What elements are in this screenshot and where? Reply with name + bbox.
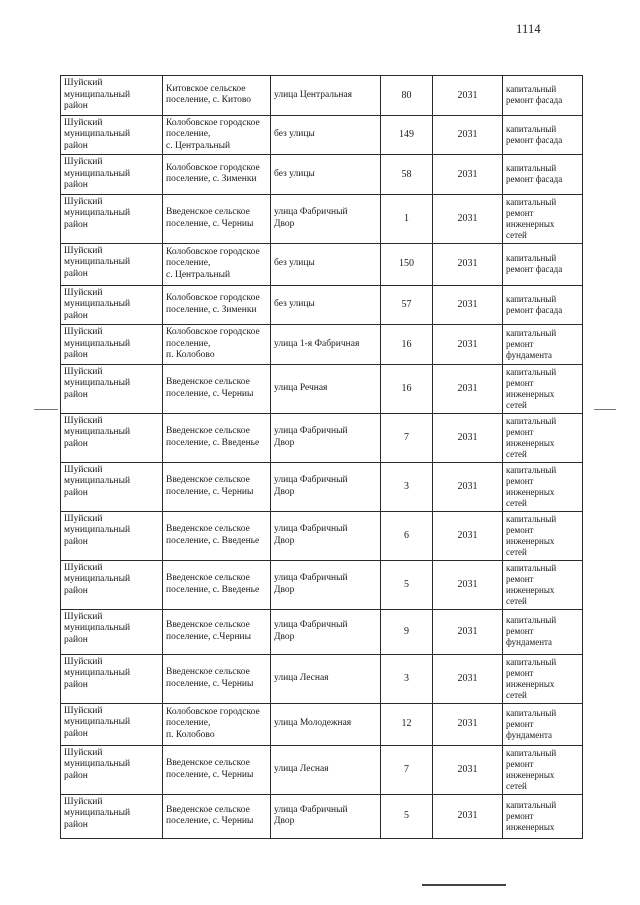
cell-street: без улицы <box>271 285 381 325</box>
cell-district: Шуйский муниципальный район <box>61 794 163 838</box>
cell-settlement: Введенское сельское поселение, с. Черниы <box>163 364 271 413</box>
cell-street: улица Фабричный Двор <box>271 609 381 654</box>
cell-house: 7 <box>381 745 433 794</box>
cell-work: капитальный ремонт фасада <box>503 243 583 285</box>
cell-work: капитальный ремонт инженерных сетей <box>503 511 583 560</box>
cell-settlement: Китовское сельское поселение, с. Китово <box>163 76 271 116</box>
cell-work: капитальный ремонт фундамента <box>503 325 583 365</box>
table-row <box>61 325 583 365</box>
cell-settlement: Колобовское городское поселение, с. Центральный <box>163 243 271 285</box>
cell-house: 16 <box>381 325 433 365</box>
table-row <box>61 462 583 511</box>
table-row <box>61 609 583 654</box>
table-row <box>61 194 583 243</box>
cell-settlement: Введенское сельское поселение, с. Черниы <box>163 462 271 511</box>
cell-district: Шуйский муниципальный район <box>61 285 163 325</box>
table-row <box>61 560 583 609</box>
cell-work: капитальный ремонт инженерных <box>503 794 583 838</box>
cell-street: улица Лесная <box>271 745 381 794</box>
cell-house: 9 <box>381 609 433 654</box>
cell-house: 57 <box>381 285 433 325</box>
cell-settlement: Введенское сельское поселение, с. Введенье <box>163 511 271 560</box>
cell-street: улица Речная <box>271 364 381 413</box>
cell-house: 80 <box>381 76 433 116</box>
cell-district: Шуйский муниципальный район <box>61 325 163 365</box>
cell-house: 3 <box>381 462 433 511</box>
cell-year: 2031 <box>433 703 503 745</box>
cell-street: без улицы <box>271 243 381 285</box>
cell-house: 1 <box>381 194 433 243</box>
cell-work: капитальный ремонт фундамента <box>503 609 583 654</box>
cell-year: 2031 <box>433 511 503 560</box>
cell-district: Шуйский муниципальный район <box>61 194 163 243</box>
cell-year: 2031 <box>433 194 503 243</box>
cell-work: капитальный ремонт фасада <box>503 115 583 155</box>
cell-street: улица Фабричный Двор <box>271 413 381 462</box>
cell-year: 2031 <box>433 794 503 838</box>
table-row <box>61 115 583 155</box>
cell-settlement: Введенское сельское поселение, с. Введенье <box>163 413 271 462</box>
cell-settlement: Колобовское городское поселение, с. Зименки <box>163 155 271 195</box>
cell-street: улица 1-я Фабричная <box>271 325 381 365</box>
cell-settlement: Колобовское городское поселение, п. Колобово <box>163 325 271 365</box>
cell-street: без улицы <box>271 155 381 195</box>
cell-district: Шуйский муниципальный район <box>61 511 163 560</box>
table-row <box>61 155 583 195</box>
table-row <box>61 413 583 462</box>
cell-district: Шуйский муниципальный район <box>61 609 163 654</box>
cell-work: капитальный ремонт инженерных сетей <box>503 364 583 413</box>
cell-year: 2031 <box>433 155 503 195</box>
cell-district: Шуйский муниципальный район <box>61 243 163 285</box>
cell-work: капитальный ремонт фундамента <box>503 703 583 745</box>
cell-street: улица Фабричный Двор <box>271 560 381 609</box>
cell-street: улица Фабричный Двор <box>271 462 381 511</box>
cell-street: улица Лесная <box>271 654 381 703</box>
cell-house: 150 <box>381 243 433 285</box>
cell-settlement: Введенское сельское поселение, с. Введенье <box>163 560 271 609</box>
cell-house: 149 <box>381 115 433 155</box>
cell-year: 2031 <box>433 462 503 511</box>
cell-year: 2031 <box>433 609 503 654</box>
cell-year: 2031 <box>433 115 503 155</box>
cell-year: 2031 <box>433 745 503 794</box>
cell-year: 2031 <box>433 243 503 285</box>
cell-work: капитальный ремонт фасада <box>503 285 583 325</box>
table-row <box>61 285 583 325</box>
cell-house: 7 <box>381 413 433 462</box>
cell-work: капитальный ремонт фасада <box>503 155 583 195</box>
cell-year: 2031 <box>433 560 503 609</box>
cell-work: капитальный ремонт инженерных сетей <box>503 654 583 703</box>
cell-district: Шуйский муниципальный район <box>61 462 163 511</box>
cell-year: 2031 <box>433 285 503 325</box>
cell-settlement: Колобовское городское поселение, с. Зименки <box>163 285 271 325</box>
scan-artifact-right <box>594 409 616 410</box>
cell-settlement: Введенское сельское поселение, с. Черниы <box>163 794 271 838</box>
cell-work: капитальный ремонт инженерных сетей <box>503 745 583 794</box>
cell-district: Шуйский муниципальный район <box>61 703 163 745</box>
cell-year: 2031 <box>433 654 503 703</box>
cell-district: Шуйский муниципальный район <box>61 155 163 195</box>
cell-house: 58 <box>381 155 433 195</box>
table-row <box>61 364 583 413</box>
table-row <box>61 511 583 560</box>
cell-district: Шуйский муниципальный район <box>61 560 163 609</box>
cell-work: капитальный ремонт фасада <box>503 76 583 116</box>
table-row <box>61 794 583 838</box>
cell-street: улица Фабричный Двор <box>271 511 381 560</box>
cell-year: 2031 <box>433 325 503 365</box>
cell-street: улица Центральная <box>271 76 381 116</box>
cell-settlement: Введенское сельское поселение, с. Черниы <box>163 745 271 794</box>
cell-house: 5 <box>381 560 433 609</box>
table-row <box>61 243 583 285</box>
cell-district: Шуйский муниципальный район <box>61 654 163 703</box>
cell-district: Шуйский муниципальный район <box>61 413 163 462</box>
cell-settlement: Колобовское городское поселение, п. Колобово <box>163 703 271 745</box>
cell-district: Шуйский муниципальный район <box>61 76 163 116</box>
cell-work: капитальный ремонт инженерных сетей <box>503 462 583 511</box>
cell-street: улица Фабричный Двор <box>271 794 381 838</box>
cell-district: Шуйский муниципальный район <box>61 364 163 413</box>
cell-street: без улицы <box>271 115 381 155</box>
cell-year: 2031 <box>433 76 503 116</box>
scan-artifact-left <box>34 409 58 410</box>
cell-settlement: Введенское сельское поселение, с. Черниы <box>163 194 271 243</box>
cell-house: 5 <box>381 794 433 838</box>
cell-house: 12 <box>381 703 433 745</box>
cell-settlement: Колобовское городское поселение, с. Центральный <box>163 115 271 155</box>
cell-settlement: Введенское сельское поселение, с.Черниы <box>163 609 271 654</box>
cell-street: улица Молодежная <box>271 703 381 745</box>
cell-year: 2031 <box>433 364 503 413</box>
cell-settlement: Введенское сельское поселение, с. Черниы <box>163 654 271 703</box>
cell-house: 6 <box>381 511 433 560</box>
table-row <box>61 654 583 703</box>
bottom-rule <box>422 884 506 886</box>
repair-schedule-table <box>60 75 583 839</box>
cell-district: Шуйский муниципальный район <box>61 745 163 794</box>
table-row <box>61 745 583 794</box>
cell-district: Шуйский муниципальный район <box>61 115 163 155</box>
cell-year: 2031 <box>433 413 503 462</box>
page-number: 1114 <box>516 22 541 36</box>
cell-work: капитальный ремонт инженерных сетей <box>503 560 583 609</box>
cell-house: 3 <box>381 654 433 703</box>
cell-work: капитальный ремонт инженерных сетей <box>503 413 583 462</box>
cell-work: капитальный ремонт инженерных сетей <box>503 194 583 243</box>
table-row <box>61 703 583 745</box>
table-row <box>61 76 583 116</box>
cell-street: улица Фабричный Двор <box>271 194 381 243</box>
cell-house: 16 <box>381 364 433 413</box>
